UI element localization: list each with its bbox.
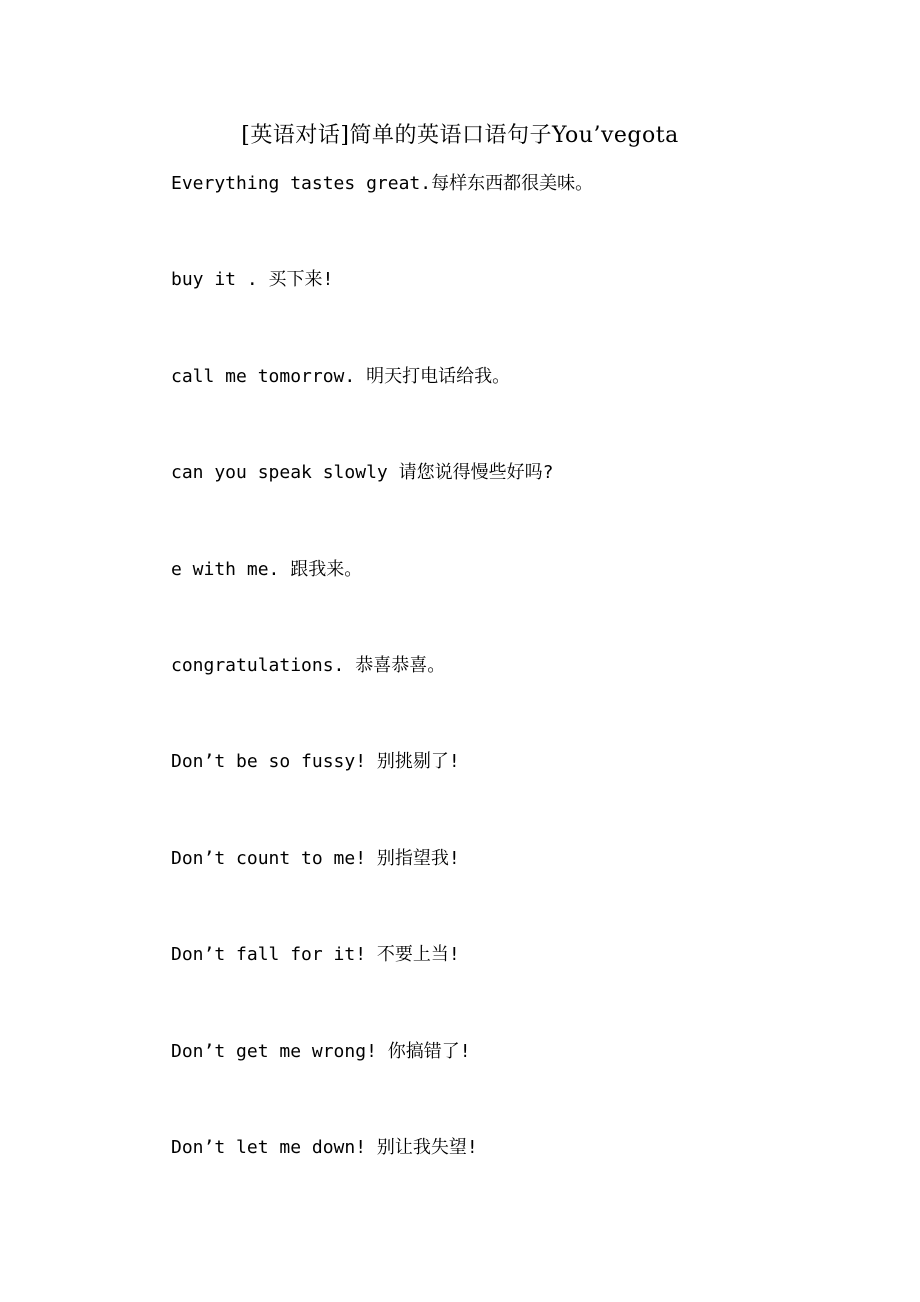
sentence-line-1: Everything tastes great.每样东西都很美味。 [171,173,594,194]
sentence-line-10: Don’t get me wrong! 你搞错了! [171,1040,471,1062]
sentence-line-4: can you speak slowly 请您说得慢些好吗? [171,462,554,484]
sentence-line-2: buy it . 买下来! [171,269,334,291]
sentence-list [171,170,871,1230]
sentence-line-6: congratulations. 恭喜恭喜。 [171,654,446,676]
sentence-line-9: Don’t fall for it! 不要上当! [171,944,460,966]
sentence-line-8: Don’t count to me! 别指望我! [171,847,460,869]
document-title: [英语对话]简单的英语口语句子You’vegota [241,123,679,148]
sentence-line-11: Don’t let me down! 别让我失望! [171,1136,478,1158]
sentence-line-5: e with me. 跟我来。 [171,558,363,580]
sentence-line-7: Don’t be so fussy! 别挑剔了! [171,751,460,773]
sentence-line-3: call me tomorrow. 明天打电话给我。 [171,365,511,387]
